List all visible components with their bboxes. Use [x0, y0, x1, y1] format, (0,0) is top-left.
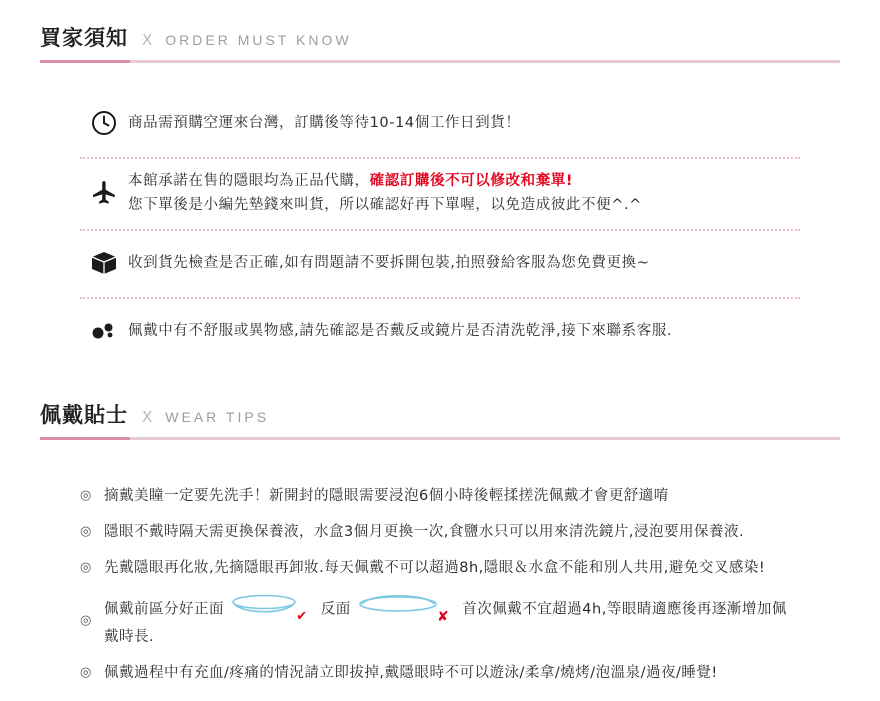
notice-line-2: 您下單後是小編先墊錢來叫貨，所以確認好再下單喔，以免造成彼此不便^.^ — [128, 197, 642, 213]
list-item — [80, 550, 800, 586]
notice-row — [80, 299, 800, 365]
page-root — [0, 22, 880, 701]
section-title-en: ORDER MUST KNOW — [165, 32, 352, 48]
section-title-cn: 買家須知 — [40, 26, 128, 50]
section-header-order-must-know — [40, 22, 840, 60]
notice-highlight: 確認訂購後不可以修改和棄單! — [369, 173, 574, 189]
section-title-en: WEAR TIPS — [165, 409, 270, 425]
bullet-icon: ◎ — [80, 488, 92, 503]
tip-segment-tail: 首次佩戴不宜超過4h,等眼睛適應後再逐漸增加佩戴時長. — [104, 601, 787, 645]
list-item — [80, 655, 800, 691]
cross-mark-icon: ✘ — [436, 608, 450, 625]
section-rule — [40, 437, 840, 440]
lens-correct-icon — [231, 593, 297, 626]
section-separator: X — [142, 408, 154, 426]
bullet-icon: ◎ — [80, 665, 92, 680]
bullet-icon: ◎ — [80, 524, 92, 539]
notice-row — [80, 231, 800, 299]
clock-icon — [80, 110, 128, 136]
notice-row — [80, 159, 800, 231]
notice-text — [128, 169, 642, 217]
notice-text — [128, 111, 520, 135]
bullet-icon: ◎ — [80, 612, 92, 628]
section-rule — [40, 60, 840, 63]
list-item — [80, 514, 800, 550]
list-item — [80, 478, 800, 514]
notice-text — [128, 319, 672, 343]
tips-list — [80, 478, 800, 691]
notice-line-text: 本館承諾在售的隱眼均為正品代購， — [128, 173, 370, 189]
section-separator: X — [142, 31, 154, 49]
notice-line: 商品需預購空運來台灣，訂購後等待10-14個工作日到貨！ — [128, 115, 521, 131]
notice-row — [80, 91, 800, 159]
tip-text: 先戴隱眼再化妝,先摘隱眼再卸妝.每天佩戴不可以超過8h,隱眼＆水盒不能和別人共用,避免交叉感染! — [104, 560, 766, 576]
lens-dots-icon — [80, 320, 128, 342]
tip-text: 佩戴過程中有充血/疼痛的情況請立即拔掉,戴隱眼時不可以遊泳/柔拿/燒烤/泡溫泉/過夜/睡覺! — [104, 665, 718, 681]
tip-text: 隱眼不戴時隔天需更換保養液，水盒3個月更換一次,食鹽水只可以用來清洗鏡片,浸泡要用保養液. — [104, 524, 745, 540]
notice-line: 佩戴中有不舒服或異物感,請先確認是否戴反或鏡片是否清洗乾淨,接下來聯系客服. — [128, 323, 673, 339]
list-item — [80, 586, 800, 655]
tip-text — [104, 593, 800, 648]
tip-segment-front: 佩戴前區分好正面 — [104, 601, 224, 618]
notice-list — [80, 91, 800, 365]
lens-reversed-icon — [358, 593, 438, 626]
bullet-icon: ◎ — [80, 560, 92, 575]
notice-line-1 — [128, 169, 642, 193]
box-icon — [80, 250, 128, 276]
tip-text: 摘戴美瞳一定要先洗手！新開封的隱眼需要浸泡6個小時後輕揉搓洗佩戴才會更舒適唷 — [104, 488, 669, 504]
notice-text — [128, 251, 649, 275]
section-title-cn: 佩戴貼士 — [40, 403, 128, 427]
airplane-icon — [80, 179, 128, 207]
tip-segment-back: 反面 — [320, 601, 351, 618]
check-mark-icon: ✔ — [296, 608, 308, 624]
section-header-wear-tips — [40, 399, 840, 437]
notice-line: 收到貨先檢查是否正確,如有問題請不要拆開包裝,拍照發給客服為您免費更換~ — [128, 255, 650, 271]
